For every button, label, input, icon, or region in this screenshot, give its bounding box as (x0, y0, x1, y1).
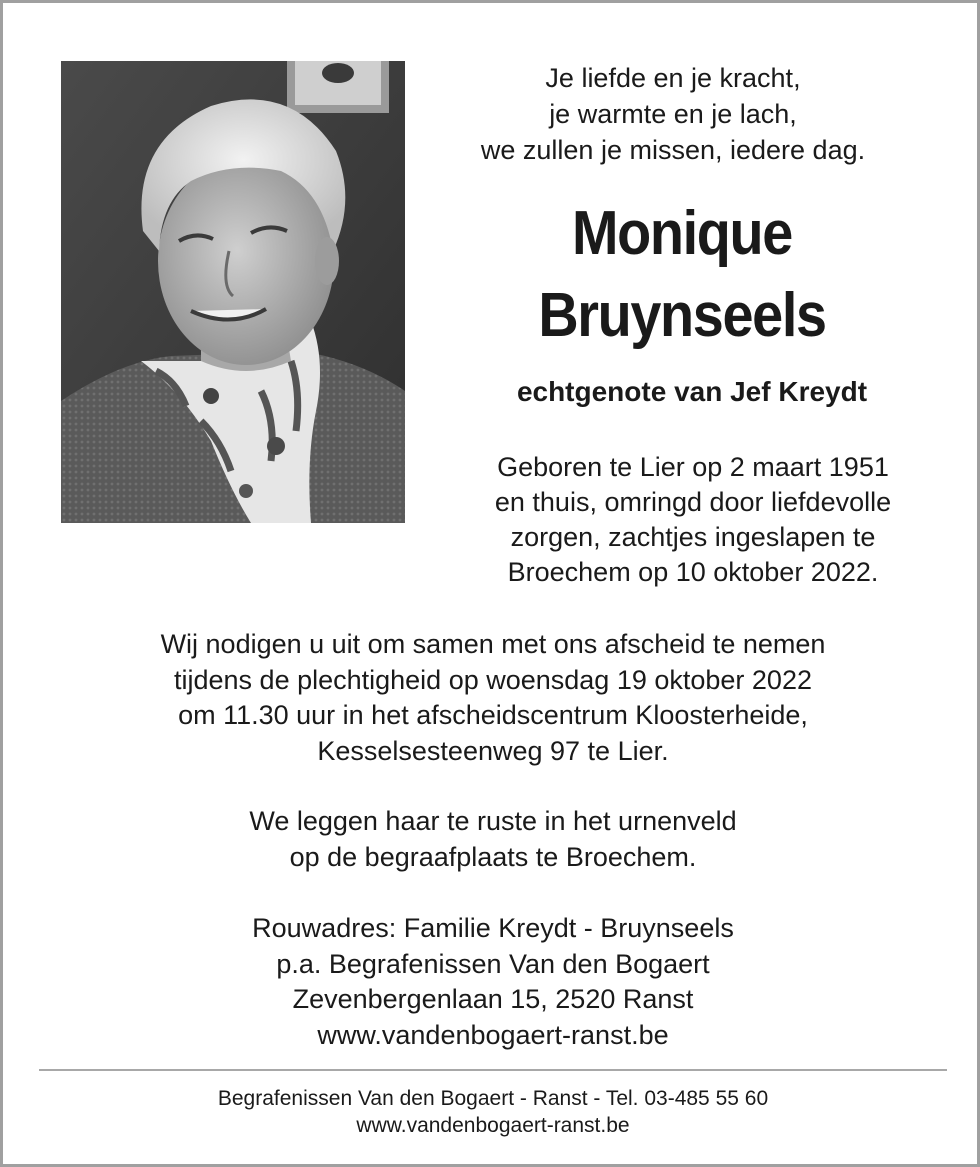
invitation-line: om 11.30 uur in het afscheidscentrum Kloosterheide, (178, 700, 808, 730)
address-website: www.vandenbogaert-ranst.be (317, 1019, 669, 1050)
invitation-text (43, 627, 943, 769)
birth-death-line: Geboren te Lier op 2 maart 1951 (497, 452, 889, 482)
poem-line: we zullen je missen, iedere dag. (480, 135, 866, 165)
birth-death-line: Broechem op 10 oktober 2022. (507, 557, 879, 587)
mourning-address (43, 911, 943, 1053)
burial-line: op de begraafplaats te Broechem. (289, 841, 697, 872)
invitation-line: Kesselsesteenweg 97 te Lier. (317, 735, 669, 766)
birth-death-line: zorgen, zachtjes ingeslapen te (510, 522, 876, 552)
address-line: Zevenbergenlaan 15, 2520 Ranst (292, 984, 694, 1014)
portrait-photo (61, 61, 405, 523)
burial-line: We leggen haar te ruste in het urnenveld (249, 806, 737, 836)
spouse-line: echtgenote van Jef Kreydt (516, 376, 868, 407)
burial-text (43, 804, 943, 875)
first-name: Monique (572, 199, 792, 268)
poem-line: je warmte en je lach, (549, 99, 797, 129)
invitation-line: tijdens de plechtigheid op woensdag 19 oktober 2022 (174, 664, 812, 695)
address-line: Rouwadres: Familie Kreydt - Bruynseels (252, 913, 734, 943)
address-line: p.a. Begrafenissen Van den Bogaert (276, 948, 710, 979)
portrait-illustration (61, 61, 405, 523)
deceased-name (449, 193, 915, 357)
last-name: Bruynseels (538, 281, 826, 350)
footer (43, 1085, 943, 1139)
poem (423, 60, 923, 168)
invitation-line: Wij nodigen u uit om samen met ons afscheid te nemen (160, 629, 826, 659)
divider (39, 1069, 947, 1071)
poem-line: Je liefde en je kracht, (545, 63, 801, 93)
footer-contact: Begrafenissen Van den Bogaert - Ranst - Tel. 03-485 55 60 (217, 1087, 769, 1110)
birth-death-text (423, 450, 963, 590)
birth-death-line: en thuis, omringd door liefdevolle (494, 487, 892, 517)
footer-website: www.vandenbogaert-ranst.be (356, 1114, 630, 1137)
